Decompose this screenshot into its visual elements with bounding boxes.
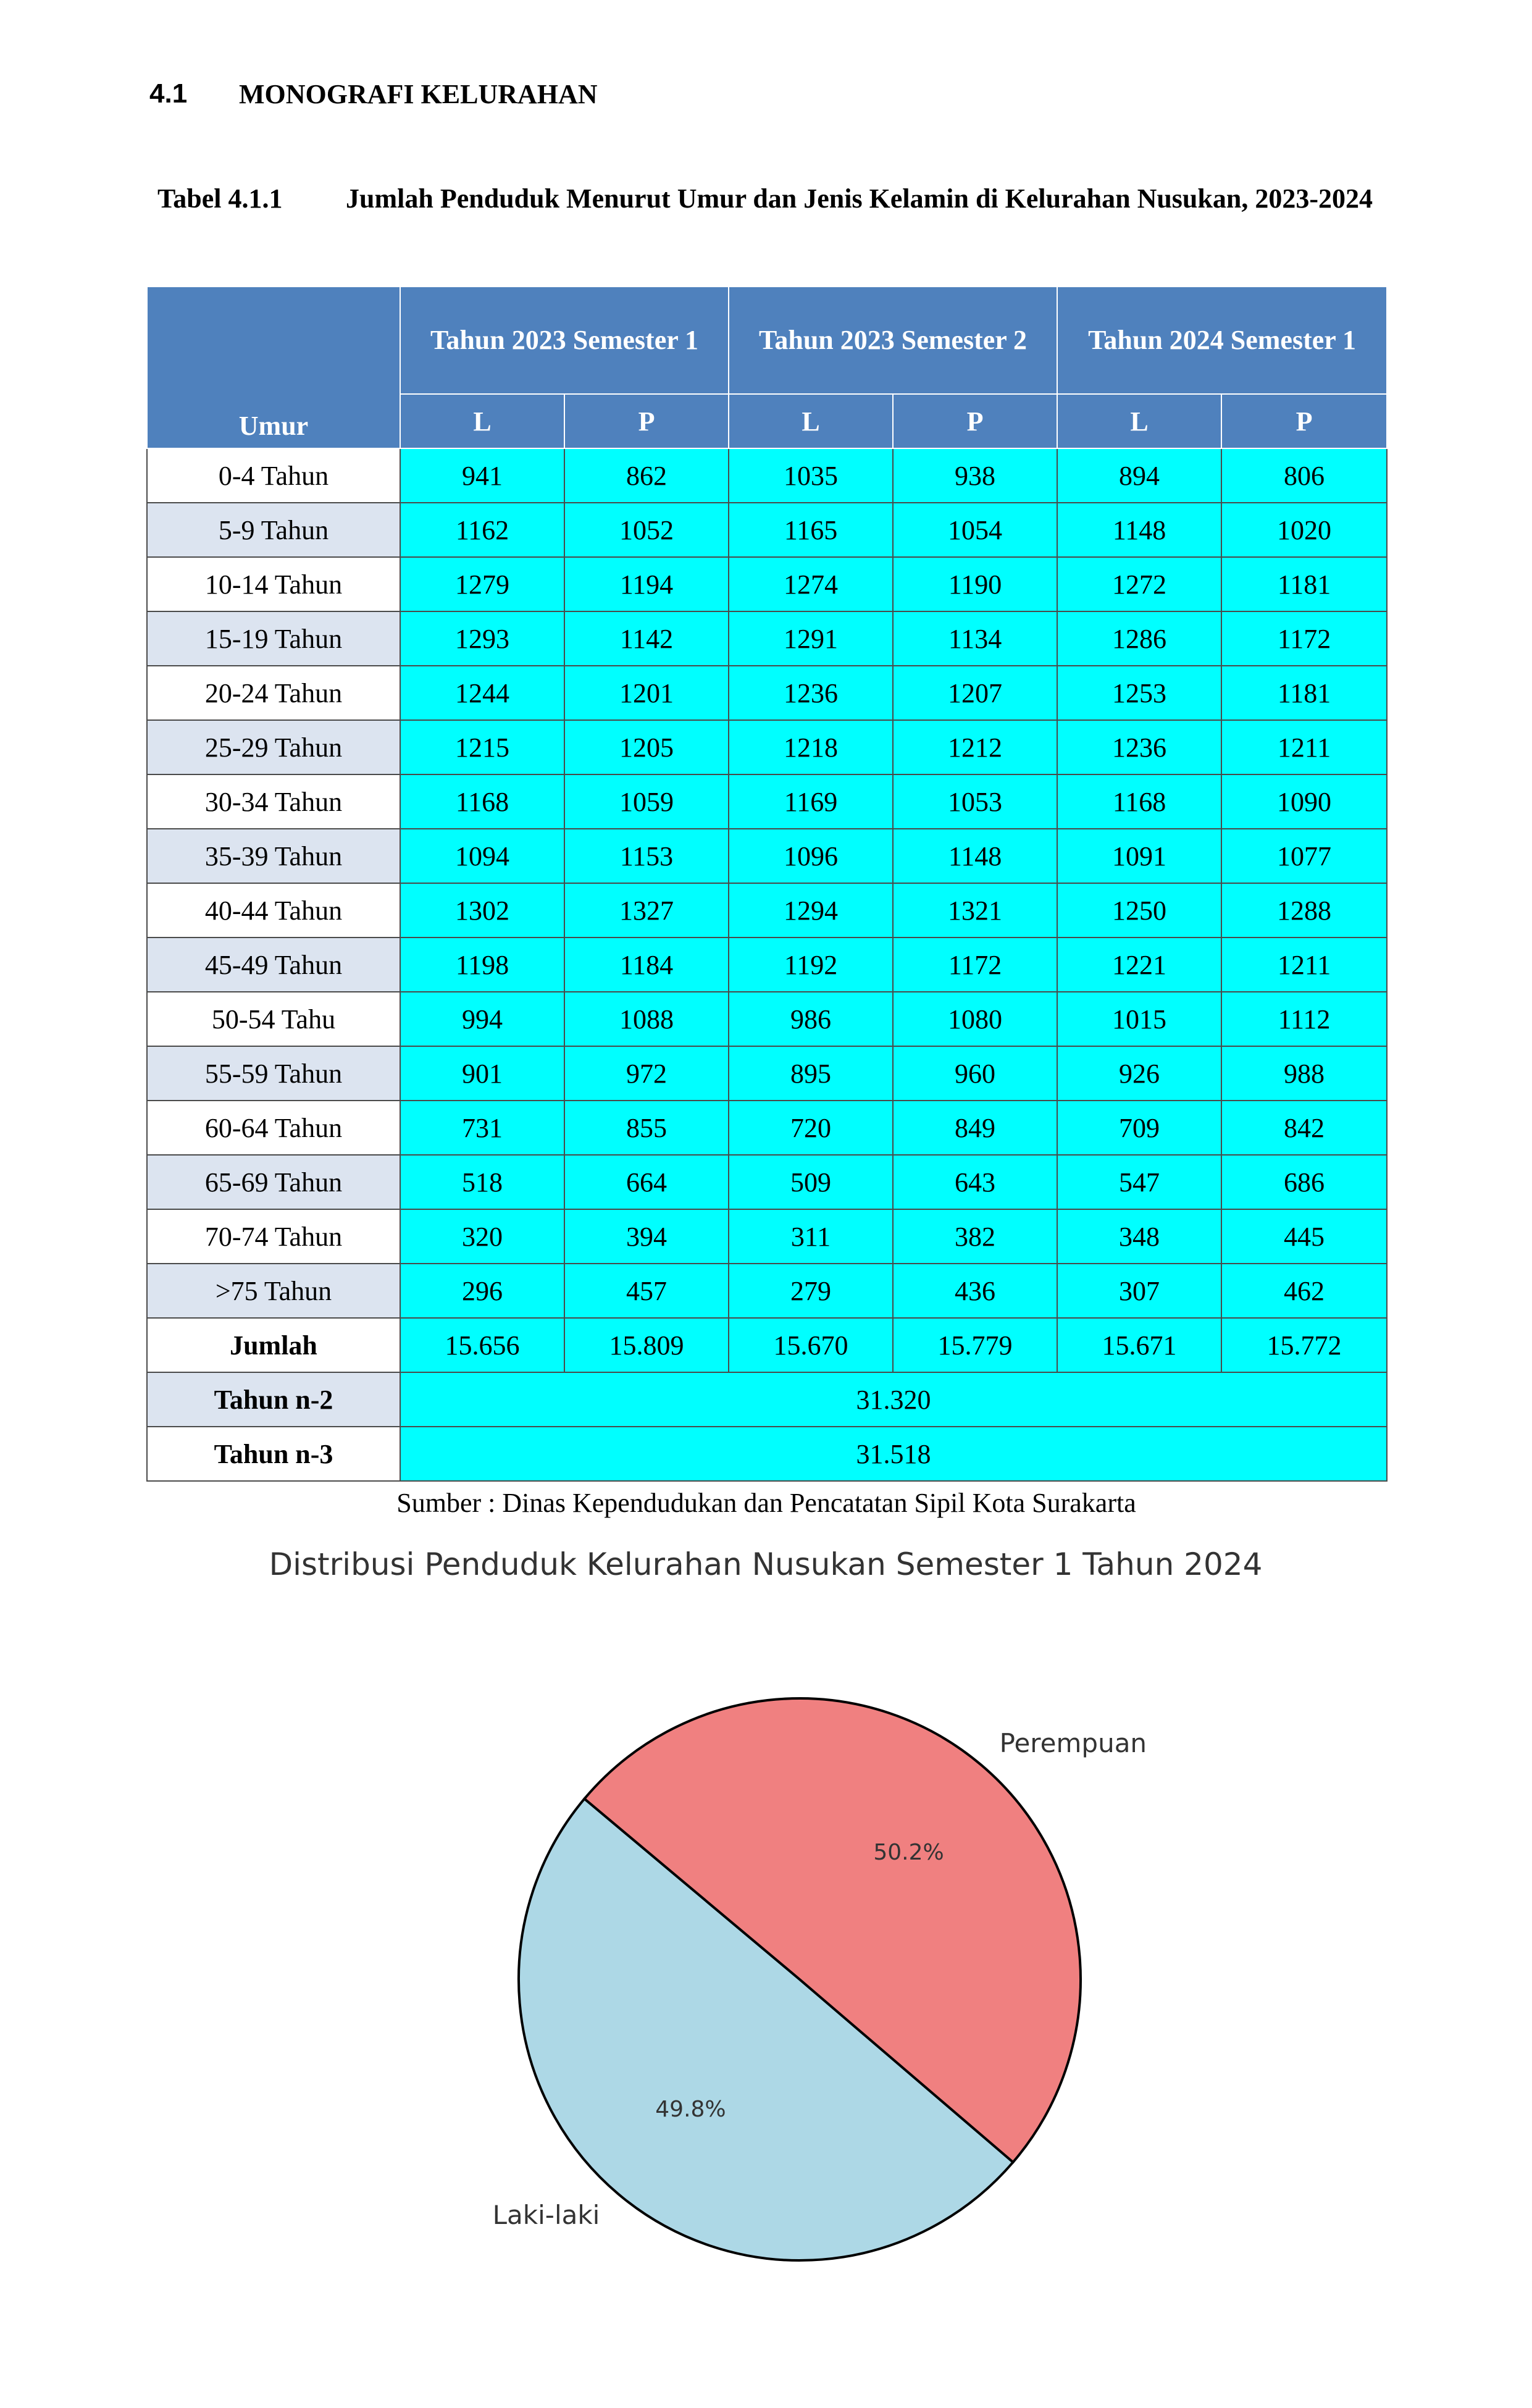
population-cell: 1088 bbox=[564, 992, 729, 1046]
population-table bbox=[146, 286, 1388, 1482]
population-cell: 1221 bbox=[1057, 938, 1221, 992]
population-cell: 972 bbox=[564, 1046, 729, 1101]
population-cell: 1253 bbox=[1057, 666, 1221, 720]
population-cell: 1279 bbox=[400, 557, 564, 611]
population-cell: 1181 bbox=[1221, 666, 1387, 720]
population-cell: 1321 bbox=[893, 883, 1057, 938]
population-cell: 1250 bbox=[1057, 883, 1221, 938]
age-group-label: 40-44 Tahun bbox=[147, 883, 400, 938]
table-row bbox=[147, 938, 1387, 992]
population-cell: 1015 bbox=[1057, 992, 1221, 1046]
population-cell: 1053 bbox=[893, 774, 1057, 829]
section-title: MONOGRAFI KELURAHAN bbox=[239, 78, 598, 109]
population-cell: 1169 bbox=[729, 774, 893, 829]
pie-percent-label: 50.2% bbox=[873, 1839, 944, 1865]
population-cell: 1293 bbox=[400, 611, 564, 666]
table-row bbox=[147, 992, 1387, 1046]
population-cell: 1035 bbox=[729, 448, 893, 503]
population-cell: 1236 bbox=[729, 666, 893, 720]
table-row bbox=[147, 557, 1387, 611]
sub-header: P bbox=[564, 394, 729, 448]
population-cell: 1112 bbox=[1221, 992, 1387, 1046]
tahun-n3-value: 31.518 bbox=[400, 1427, 1387, 1481]
age-group-label: >75 Tahun bbox=[147, 1264, 400, 1318]
pie-chart-svg bbox=[0, 1532, 1532, 2335]
population-cell: 686 bbox=[1221, 1155, 1387, 1209]
tahun-n2-value: 31.320 bbox=[400, 1372, 1387, 1427]
population-cell: 1165 bbox=[729, 503, 893, 557]
period-header: Tahun 2023 Semester 2 bbox=[729, 287, 1057, 394]
table-row bbox=[147, 883, 1387, 938]
population-cell: 320 bbox=[400, 1209, 564, 1264]
jumlah-cell: 15.779 bbox=[893, 1318, 1057, 1372]
population-cell: 1288 bbox=[1221, 883, 1387, 938]
table-row bbox=[147, 1101, 1387, 1155]
population-cell: 1096 bbox=[729, 829, 893, 883]
sub-header: P bbox=[893, 394, 1057, 448]
umur-header: Umur bbox=[147, 287, 400, 448]
population-cell: 1052 bbox=[564, 503, 729, 557]
jumlah-cell: 15.809 bbox=[564, 1318, 729, 1372]
population-cell: 1286 bbox=[1057, 611, 1221, 666]
population-cell: 988 bbox=[1221, 1046, 1387, 1101]
jumlah-cell: 15.772 bbox=[1221, 1318, 1387, 1372]
age-group-label: 5-9 Tahun bbox=[147, 503, 400, 557]
age-group-label: 35-39 Tahun bbox=[147, 829, 400, 883]
table-row bbox=[147, 448, 1387, 503]
jumlah-cell: 15.670 bbox=[729, 1318, 893, 1372]
population-cell: 960 bbox=[893, 1046, 1057, 1101]
table-source: Sumber : Dinas Kependudukan dan Pencatatan Sipil Kota Surakarta bbox=[396, 1488, 1136, 1518]
population-cell: 1302 bbox=[400, 883, 564, 938]
population-cell: 1077 bbox=[1221, 829, 1387, 883]
tahun-n2-label: Tahun n-2 bbox=[147, 1372, 400, 1427]
population-cell: 938 bbox=[893, 448, 1057, 503]
tahun-n2-row bbox=[147, 1372, 1387, 1427]
population-cell: 1091 bbox=[1057, 829, 1221, 883]
population-cell: 731 bbox=[400, 1101, 564, 1155]
table-row bbox=[147, 1046, 1387, 1101]
table-row bbox=[147, 1209, 1387, 1264]
population-cell: 849 bbox=[893, 1101, 1057, 1155]
sub-header: L bbox=[729, 394, 893, 448]
age-group-label: 15-19 Tahun bbox=[147, 611, 400, 666]
population-cell: 1134 bbox=[893, 611, 1057, 666]
population-cell: 842 bbox=[1221, 1101, 1387, 1155]
population-cell: 311 bbox=[729, 1209, 893, 1264]
pie-chart bbox=[0, 1532, 1532, 2335]
population-cell: 394 bbox=[564, 1209, 729, 1264]
population-cell: 1080 bbox=[893, 992, 1057, 1046]
table-row bbox=[147, 503, 1387, 557]
age-group-label: 30-34 Tahun bbox=[147, 774, 400, 829]
population-cell: 1215 bbox=[400, 720, 564, 774]
population-cell: 1205 bbox=[564, 720, 729, 774]
population-cell: 1212 bbox=[893, 720, 1057, 774]
jumlah-cell: 15.671 bbox=[1057, 1318, 1221, 1372]
age-group-label: 10-14 Tahun bbox=[147, 557, 400, 611]
population-cell: 894 bbox=[1057, 448, 1221, 503]
population-cell: 806 bbox=[1221, 448, 1387, 503]
population-cell: 1201 bbox=[564, 666, 729, 720]
age-group-label: 70-74 Tahun bbox=[147, 1209, 400, 1264]
table-caption-label: Tabel 4.1.1 bbox=[157, 183, 283, 214]
population-cell: 901 bbox=[400, 1046, 564, 1101]
table-row bbox=[147, 829, 1387, 883]
population-cell: 1327 bbox=[564, 883, 729, 938]
population-cell: 1192 bbox=[729, 938, 893, 992]
tahun-n3-row bbox=[147, 1427, 1387, 1481]
population-cell: 1211 bbox=[1221, 938, 1387, 992]
population-cell: 1090 bbox=[1221, 774, 1387, 829]
population-cell: 1153 bbox=[564, 829, 729, 883]
population-cell: 382 bbox=[893, 1209, 1057, 1264]
population-cell: 1291 bbox=[729, 611, 893, 666]
section-heading bbox=[149, 75, 598, 112]
jumlah-cell: 15.656 bbox=[400, 1318, 564, 1372]
population-cell: 1181 bbox=[1221, 557, 1387, 611]
population-cell: 348 bbox=[1057, 1209, 1221, 1264]
population-cell: 895 bbox=[729, 1046, 893, 1101]
period-header: Tahun 2023 Semester 1 bbox=[400, 287, 729, 394]
population-cell: 1236 bbox=[1057, 720, 1221, 774]
population-cell: 941 bbox=[400, 448, 564, 503]
population-cell: 457 bbox=[564, 1264, 729, 1318]
age-group-label: 45-49 Tahun bbox=[147, 938, 400, 992]
population-cell: 307 bbox=[1057, 1264, 1221, 1318]
population-cell: 1094 bbox=[400, 829, 564, 883]
population-cell: 436 bbox=[893, 1264, 1057, 1318]
population-cell: 1294 bbox=[729, 883, 893, 938]
population-cell: 279 bbox=[729, 1264, 893, 1318]
table-row bbox=[147, 611, 1387, 666]
population-cell: 296 bbox=[400, 1264, 564, 1318]
population-cell: 664 bbox=[564, 1155, 729, 1209]
population-cell: 1148 bbox=[1057, 503, 1221, 557]
population-cell: 1142 bbox=[564, 611, 729, 666]
population-cell: 1059 bbox=[564, 774, 729, 829]
pie-slice-label: Perempuan bbox=[999, 1728, 1147, 1759]
sub-header: P bbox=[1221, 394, 1387, 448]
population-cell: 643 bbox=[893, 1155, 1057, 1209]
population-cell: 1272 bbox=[1057, 557, 1221, 611]
chart-title: Distribusi Penduduk Kelurahan Nusukan Semester 1 Tahun 2024 bbox=[269, 1546, 1263, 1582]
population-cell: 1198 bbox=[400, 938, 564, 992]
age-group-label: 65-69 Tahun bbox=[147, 1155, 400, 1209]
age-group-label: 50-54 Tahu bbox=[147, 992, 400, 1046]
table-row bbox=[147, 720, 1387, 774]
table-row bbox=[147, 666, 1387, 720]
population-cell: 445 bbox=[1221, 1209, 1387, 1264]
tahun-n3-label: Tahun n-3 bbox=[147, 1427, 400, 1481]
table-row bbox=[147, 1264, 1387, 1318]
population-cell: 994 bbox=[400, 992, 564, 1046]
age-group-label: 60-64 Tahun bbox=[147, 1101, 400, 1155]
age-group-label: 25-29 Tahun bbox=[147, 720, 400, 774]
pie-percent-label: 49.8% bbox=[655, 2097, 726, 2123]
population-cell: 1172 bbox=[893, 938, 1057, 992]
population-cell: 709 bbox=[1057, 1101, 1221, 1155]
population-cell: 509 bbox=[729, 1155, 893, 1209]
sub-header: L bbox=[400, 394, 564, 448]
table-row bbox=[147, 1155, 1387, 1209]
period-header: Tahun 2024 Semester 1 bbox=[1057, 287, 1387, 394]
population-cell: 926 bbox=[1057, 1046, 1221, 1101]
population-cell: 862 bbox=[564, 448, 729, 503]
jumlah-label: Jumlah bbox=[147, 1318, 400, 1372]
sub-header: L bbox=[1057, 394, 1221, 448]
population-cell: 986 bbox=[729, 992, 893, 1046]
population-cell: 1172 bbox=[1221, 611, 1387, 666]
population-cell: 1194 bbox=[564, 557, 729, 611]
population-cell: 1274 bbox=[729, 557, 893, 611]
table-caption-text: Jumlah Penduduk Menurut Umur dan Jenis Kelamin di Kelurahan Nusukan, 2023-2024 bbox=[346, 183, 1373, 214]
age-group-label: 0-4 Tahun bbox=[147, 448, 400, 503]
population-cell: 1244 bbox=[400, 666, 564, 720]
population-cell: 1168 bbox=[1057, 774, 1221, 829]
population-cell: 547 bbox=[1057, 1155, 1221, 1209]
population-cell: 1020 bbox=[1221, 503, 1387, 557]
population-cell: 1168 bbox=[400, 774, 564, 829]
population-cell: 1207 bbox=[893, 666, 1057, 720]
jumlah-row bbox=[147, 1318, 1387, 1372]
age-group-label: 20-24 Tahun bbox=[147, 666, 400, 720]
population-cell: 1148 bbox=[893, 829, 1057, 883]
population-cell: 720 bbox=[729, 1101, 893, 1155]
population-cell: 1184 bbox=[564, 938, 729, 992]
population-cell: 1054 bbox=[893, 503, 1057, 557]
population-cell: 1218 bbox=[729, 720, 893, 774]
population-cell: 1211 bbox=[1221, 720, 1387, 774]
population-cell: 518 bbox=[400, 1155, 564, 1209]
population-cell: 1162 bbox=[400, 503, 564, 557]
population-cell: 855 bbox=[564, 1101, 729, 1155]
population-cell: 1190 bbox=[893, 557, 1057, 611]
age-group-label: 55-59 Tahun bbox=[147, 1046, 400, 1101]
pie-slice-label: Laki-laki bbox=[492, 2199, 600, 2230]
population-cell: 462 bbox=[1221, 1264, 1387, 1318]
section-number: 4.1 bbox=[149, 78, 188, 109]
table-row bbox=[147, 774, 1387, 829]
